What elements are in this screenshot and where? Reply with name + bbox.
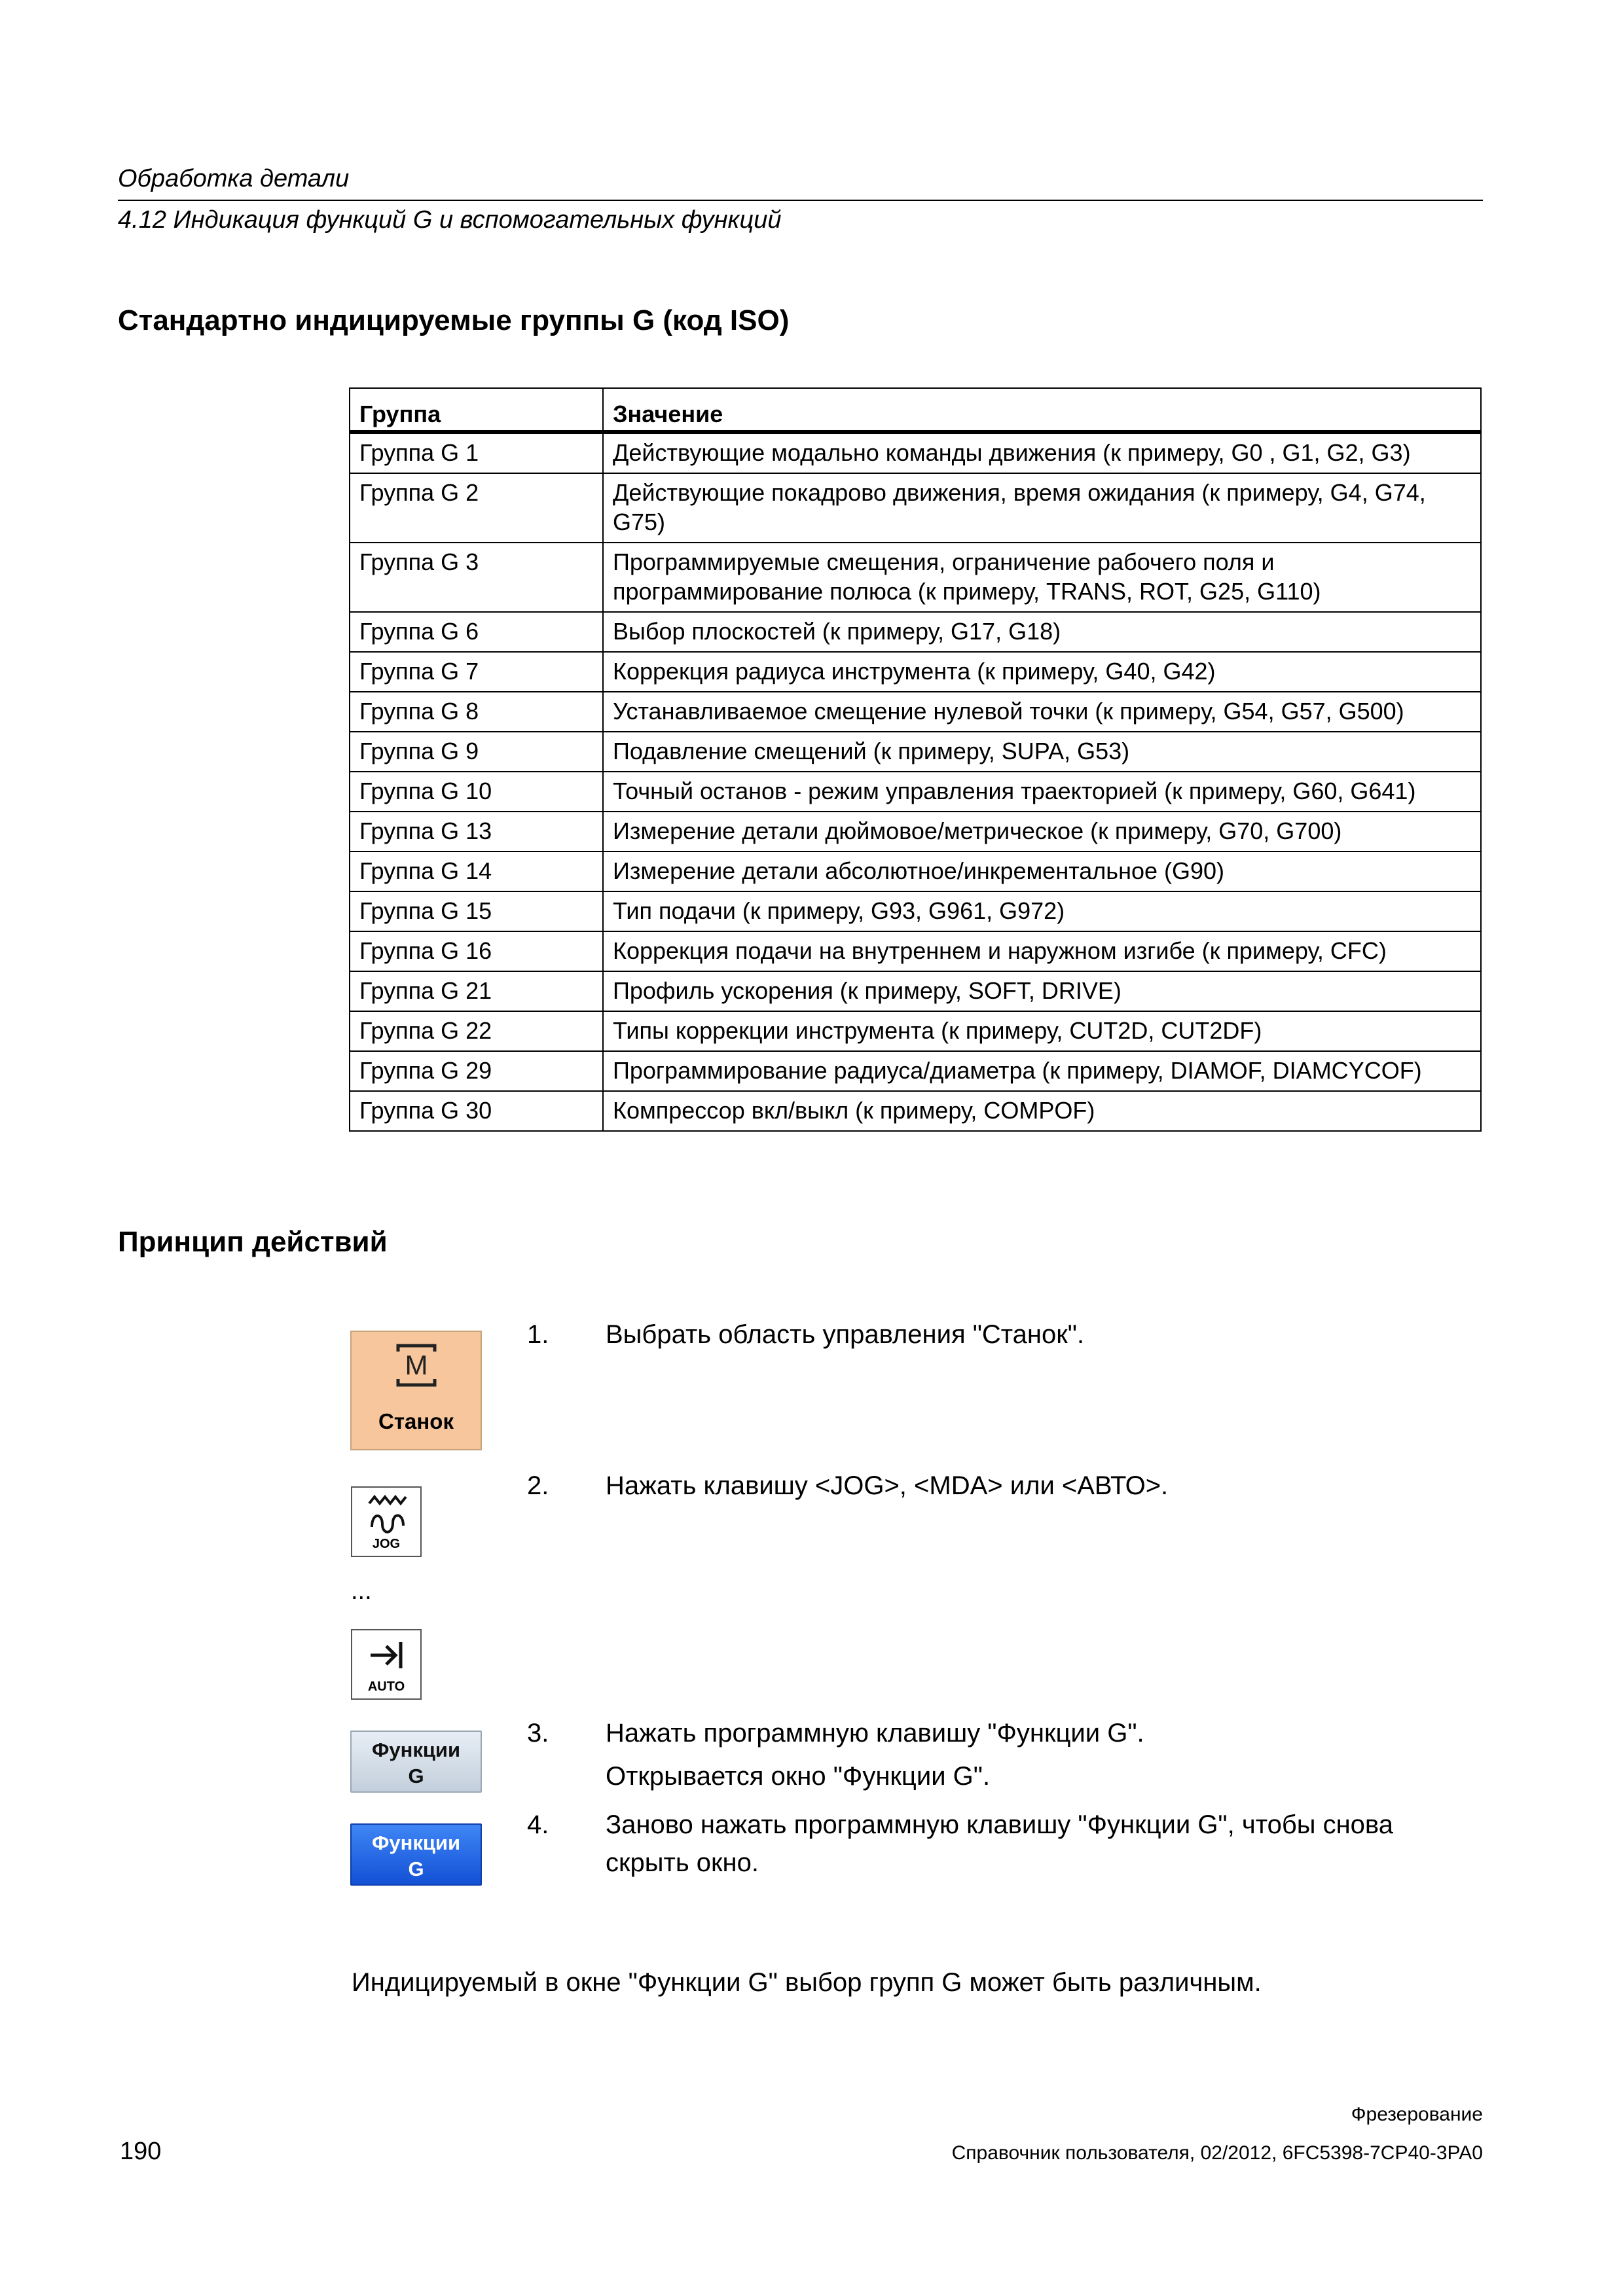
table-row — [350, 1011, 1481, 1051]
table-row — [350, 1051, 1481, 1091]
table-row — [350, 732, 1481, 772]
step-text-3: Нажать программную клавишу "Функции G". — [606, 1719, 1144, 1748]
section-title-procedure: Принцип действий — [118, 1226, 388, 1258]
cell-group: Группа G 29 — [350, 1051, 603, 1091]
step-text-4: Заново нажать программную клавишу "Функции G", чтобы снова скрыть окно. — [606, 1810, 1393, 1877]
jog-key[interactable] — [351, 1486, 422, 1557]
cell-meaning: Коррекция радиуса инструмента (к примеру, G40, G42) — [603, 652, 1481, 692]
machine-icon — [396, 1344, 437, 1387]
cell-meaning: Компрессор вкл/выкл (к примеру, COMPOF) — [603, 1091, 1481, 1131]
footer-product: Фрезерование — [1351, 2104, 1483, 2125]
table-row — [350, 473, 1481, 543]
cell-meaning: Действующие покадрово движения, время ожидания (к примеру, G4, G74, G75) — [603, 473, 1481, 543]
table-row — [350, 971, 1481, 1011]
table-row — [350, 432, 1481, 473]
machine-glyph: M — [405, 1350, 428, 1380]
softkey-line2: G — [408, 1765, 424, 1787]
jog-wave-icon — [368, 1494, 407, 1540]
cell-group: Группа G 14 — [350, 852, 603, 891]
softkey-line1: Функции — [371, 1738, 461, 1761]
header-rule — [118, 200, 1483, 201]
column-header-meaning: Значение — [603, 388, 1481, 432]
cell-meaning: Устанавливаемое смещение нулевой точки (к примеру, G54, G57, G500) — [603, 692, 1481, 732]
machine-area-key[interactable] — [350, 1331, 482, 1450]
cell-group: Группа G 30 — [350, 1091, 603, 1131]
jog-key-label: JOG — [372, 1537, 401, 1551]
cell-group: Группа G 9 — [350, 732, 603, 772]
cell-group: Группа G 21 — [350, 971, 603, 1011]
cell-group: Группа G 1 — [350, 432, 603, 473]
table-header-row — [350, 388, 1481, 432]
cell-group: Группа G 7 — [350, 652, 603, 692]
table-row — [350, 772, 1481, 812]
page-number: 190 — [120, 2138, 162, 2165]
cell-meaning: Точный останов - режим управления траекторией (к примеру, G60, G641) — [603, 772, 1481, 812]
table-row — [350, 652, 1481, 692]
cell-meaning: Тип подачи (к примеру, G93, G961, G972) — [603, 891, 1481, 931]
cell-meaning: Действующие модально команды движения (к примеру, G0 , G1, G2, G3) — [603, 432, 1481, 473]
step-number-4: 4. — [527, 1810, 549, 1839]
cell-group: Группа G 16 — [350, 931, 603, 971]
softkey-line2: G — [408, 1857, 424, 1880]
auto-key[interactable] — [351, 1629, 422, 1700]
step-text-1: Выбрать область управления "Станок". — [606, 1320, 1085, 1349]
g-functions-softkey-active[interactable] — [350, 1823, 482, 1886]
cell-meaning: Профиль ускорения (к примеру, SOFT, DRIVE) — [603, 971, 1481, 1011]
cell-group: Группа G 13 — [350, 812, 603, 852]
step-number-3: 3. — [527, 1719, 549, 1748]
softkey-line1: Функции — [371, 1831, 461, 1854]
table-row — [350, 1091, 1481, 1131]
table-row — [350, 692, 1481, 732]
cell-group: Группа G 3 — [350, 543, 603, 612]
final-note: Индицируемый в окне "Функции G" выбор групп G может быть различным. — [352, 1968, 1262, 1997]
step-number-2: 2. — [527, 1471, 549, 1500]
step-number-1: 1. — [527, 1320, 549, 1349]
footer-manual: Справочник пользователя, 02/2012, 6FC5398-7CP40-3PA0 — [951, 2142, 1483, 2164]
cell-meaning: Измерение детали дюймовое/метрическое (к примеру, G70, G700) — [603, 812, 1481, 852]
cell-meaning: Подавление смещений (к примеру, SUPA, G53) — [603, 732, 1481, 772]
table-row — [350, 891, 1481, 931]
table-row — [350, 612, 1481, 652]
table-row — [350, 543, 1481, 612]
table-row — [350, 812, 1481, 852]
g-functions-softkey[interactable] — [350, 1731, 482, 1793]
cell-group: Группа G 6 — [350, 612, 603, 652]
auto-arrow-icon — [368, 1637, 407, 1676]
auto-key-label: AUTO — [367, 1679, 405, 1694]
section-subtitle: 4.12 Индикация функций G и вспомогательных функций — [118, 206, 782, 234]
g-groups-table — [349, 387, 1482, 1132]
machine-key-label: Станок — [378, 1409, 454, 1433]
cell-group: Группа G 22 — [350, 1011, 603, 1051]
table-row — [350, 852, 1481, 891]
cell-meaning: Коррекция подачи на внутреннем и наружном изгибе (к примеру, CFC) — [603, 931, 1481, 971]
ellipsis: ... — [351, 1577, 372, 1605]
chapter-title: Обработка детали — [118, 165, 350, 192]
cell-group: Группа G 15 — [350, 891, 603, 931]
cell-group: Группа G 10 — [350, 772, 603, 812]
cell-group: Группа G 8 — [350, 692, 603, 732]
cell-meaning: Программирование радиуса/диаметра (к примеру, DIAMOF, DIAMCYCOF) — [603, 1051, 1481, 1091]
cell-meaning: Измерение детали абсолютное/инкрементальное (G90) — [603, 852, 1481, 891]
column-header-group: Группа — [350, 388, 603, 432]
cell-meaning: Выбор плоскостей (к примеру, G17, G18) — [603, 612, 1481, 652]
cell-meaning: Типы коррекции инструмента (к примеру, CUT2D, CUT2DF) — [603, 1011, 1481, 1051]
step-text-2: Нажать клавишу <JOG>, <MDA> или <АВТО>. — [606, 1471, 1169, 1500]
section-title-g-groups: Стандартно индицируемые группы G (код ISO) — [118, 304, 790, 336]
table-row — [350, 931, 1481, 971]
step-text-3-result: Открывается окно "Функции G". — [606, 1762, 991, 1791]
cell-meaning: Программируемые смещения, ограничение рабочего поля и программирование полюса (к примеру, TRANS, ROT, G25, G110) — [603, 543, 1481, 612]
cell-group: Группа G 2 — [350, 473, 603, 543]
